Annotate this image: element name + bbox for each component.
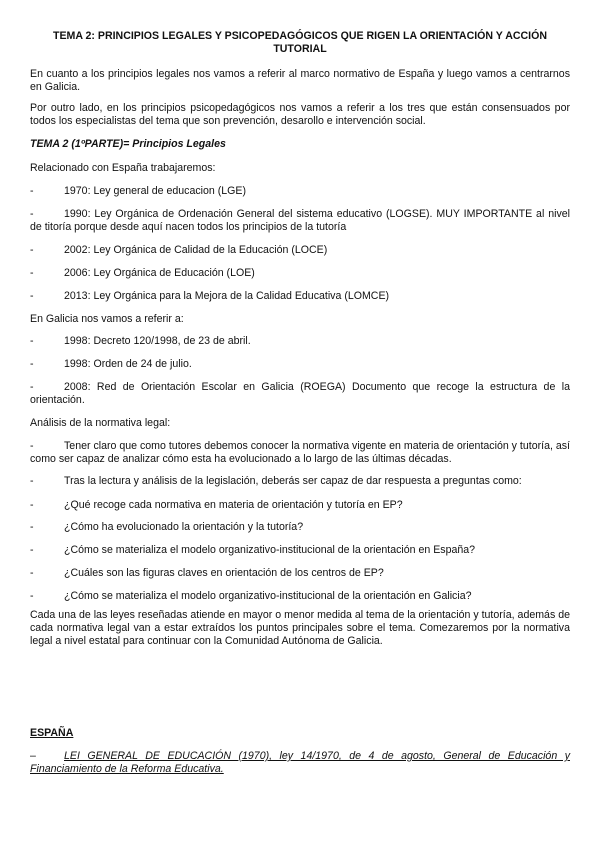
list-item xyxy=(30,544,570,557)
list-dash: - xyxy=(30,381,34,393)
list-dash: - xyxy=(30,567,34,579)
list-item xyxy=(30,521,570,534)
list-dash: - xyxy=(30,358,34,370)
section-subheading: TEMA 2 (1ºPARTE)= Principios Legales xyxy=(30,138,226,150)
galicia-intro: En Galicia nos vamos a referir a: xyxy=(30,313,184,325)
list-dash: - xyxy=(30,185,34,197)
closing-paragraph: Cada una de las leyes reseñadas atiende en mayor o menor medida al tema de la orientación y tutoría, además de cada normativa legal van a estar extraídos los puntos principales sobre el tema. Comezaremos por la normativa legal a nivel estatal para continuar con la Comunidad Autónoma de Galicia. xyxy=(30,609,570,647)
list-item xyxy=(30,185,570,198)
espana-heading: ESPAÑA xyxy=(30,727,74,739)
page-title: TEMA 2: PRINCIPIOS LEGALES Y PSICOPEDAGÓGICOS QUE RIGEN LA ORIENTACIÓN Y ACCIÓN TUTORIAL xyxy=(52,30,548,55)
list-item-text: 2008: Red de Orientación Escolar en Galicia (ROEGA) Documento que recoge la estructura de la orientación. xyxy=(30,381,570,406)
list-item xyxy=(30,208,570,234)
list-item-text: 1998: Decreto 120/1998, de 23 de abril. xyxy=(64,335,251,347)
analysis-intro: Análisis de la normativa legal: xyxy=(30,417,171,429)
list-item-text: ¿Cómo se materializa el modelo organizativo-institucional de la orientación en Galicia? xyxy=(64,590,472,602)
list-dash: - xyxy=(30,440,34,452)
list-dash: - xyxy=(30,499,34,511)
list-item-text: 2002: Ley Orgánica de Calidad de la Educación (LOCE) xyxy=(64,244,328,256)
list-item-text: Tener claro que como tutores debemos conocer la normativa vigente en materia de orientación y tutoría, así como ser capaz de analizar cómo esta ha evolucionado a lo largo de las últimas décadas. xyxy=(30,440,570,465)
list-item xyxy=(30,440,570,466)
list-item xyxy=(30,335,570,348)
list-dash: - xyxy=(30,544,34,556)
list-item-text: ¿Qué recoge cada normativa en materia de orientación y tutoría en EP? xyxy=(64,499,403,511)
list-item-text: 2013: Ley Orgánica para la Mejora de la Calidad Educativa (LOMCE) xyxy=(64,290,390,302)
intro-paragraph-legal: En cuanto a los principios legales nos vamos a referir al marco normativo de España y luego vamos a centrarnos en Galicia. xyxy=(30,68,570,93)
list-item xyxy=(30,475,570,488)
list-dash: - xyxy=(30,590,34,602)
list-item-text: 1998: Orden de 24 de julio. xyxy=(64,358,192,370)
list-item xyxy=(30,358,570,371)
list-item xyxy=(30,244,570,257)
spain-intro: Relacionado con España trabajaremos: xyxy=(30,162,216,174)
list-dash: - xyxy=(30,267,34,279)
list-dash: - xyxy=(30,208,34,220)
list-item-text: ¿Cuáles son las figuras claves en orientación de los centros de EP? xyxy=(64,567,384,579)
list-item-text: Tras la lectura y análisis de la legislación, deberás ser capaz de dar respuesta a preguntas como: xyxy=(64,475,522,487)
list-item-text: 1970: Ley general de educacion (LGE) xyxy=(64,185,246,197)
list-dash: - xyxy=(30,521,34,533)
list-item-text: 2006: Ley Orgánica de Educación (LOE) xyxy=(64,267,255,279)
lge-title: LEI GENERAL DE EDUCACIÓN (1970), ley 14/1970, de 4 de agosto, General de Educación y Financiamiento de la Reforma Educativa. xyxy=(30,750,570,775)
list-dash: - xyxy=(30,335,34,347)
list-item-text: 1990: Ley Orgánica de Ordenación General del sistema educativo (LOGSE). MUY IMPORTANTE al nivel de titoría porque desde aquí nacen todos los principios de la tutoría xyxy=(30,208,570,233)
list-dash: - xyxy=(30,290,34,302)
list-dash: - xyxy=(30,244,34,256)
list-item-text: ¿Cómo ha evolucionado la orientación y la tutoría? xyxy=(64,521,304,533)
list-item xyxy=(30,267,570,280)
list-item xyxy=(30,567,570,580)
list-item xyxy=(30,381,570,407)
list-dash: - xyxy=(30,475,34,487)
list-dash: – xyxy=(30,750,36,762)
lge-item xyxy=(30,750,570,776)
list-item xyxy=(30,590,570,603)
intro-paragraph-psychopedagogical: Por outro lado, en los principios psicopedagógicos nos vamos a referir a los tres que están consensuados por todos los especialistas del tema que son prevención, desarollo e intervención social. xyxy=(30,102,570,127)
list-item xyxy=(30,290,570,303)
list-item-text: ¿Cómo se materializa el modelo organizativo-institucional de la orientación en España? xyxy=(64,544,476,556)
list-item xyxy=(30,499,570,512)
